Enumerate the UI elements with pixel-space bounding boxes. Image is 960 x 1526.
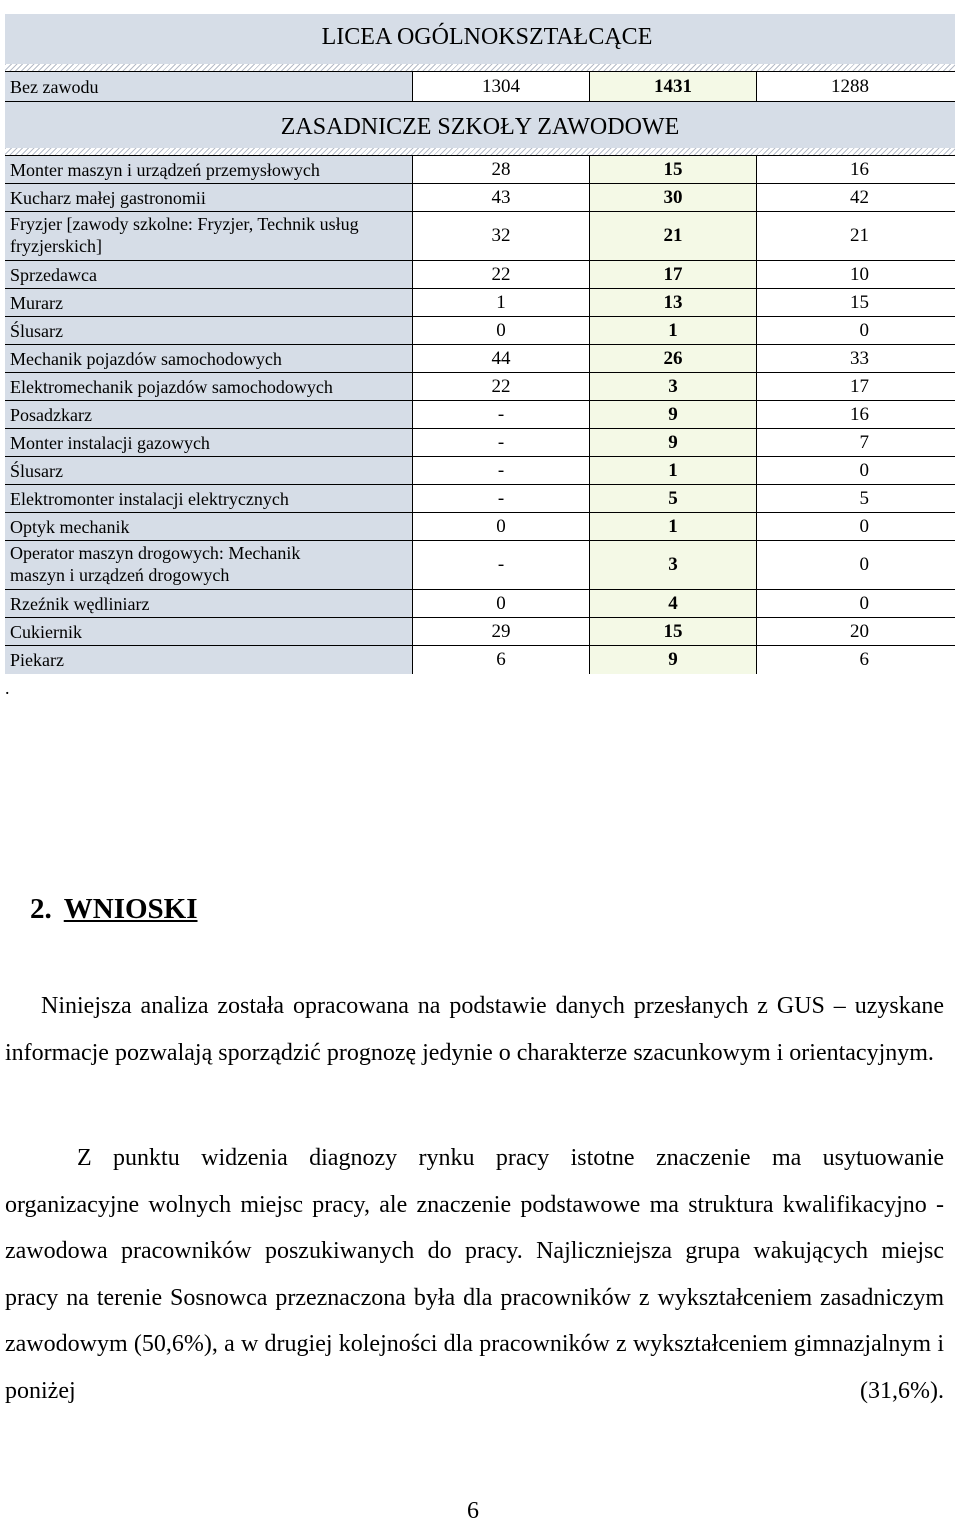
table-row — [5, 72, 955, 102]
table-row — [5, 156, 955, 184]
table-row — [5, 513, 955, 541]
value-col-2: 9 — [589, 646, 756, 674]
occupation-name: Elektromonter instalacji elektrycznych — [5, 485, 412, 512]
section-heading-conclusions — [30, 893, 198, 926]
value-col-3: 16 — [756, 156, 955, 183]
value-col-1: 28 — [412, 156, 589, 183]
conclusion-paragraph: Niniejsza analiza została opracowana na podstawie danych przesłanych z GUS – uzyskane informacje pozwalają sporządzić prognozę jedynie o charakterze szacunkowym i orientacyjnym. — [5, 993, 944, 1066]
occupations-table — [5, 14, 955, 674]
value-col-3: 7 — [756, 429, 955, 456]
occupation-name: Ślusarz — [5, 457, 412, 484]
value-col-1: 0 — [412, 317, 589, 344]
stray-dot: . — [5, 678, 10, 698]
value-col-2: 1 — [589, 457, 756, 484]
occupation-name: Elektromechanik pojazdów samochodowych — [5, 373, 412, 400]
occupation-name: Posadzkarz — [5, 401, 412, 428]
value-col-3: 0 — [756, 513, 955, 540]
table-row — [5, 289, 955, 317]
header-hatch — [5, 64, 955, 71]
value-col-2: 1 — [589, 513, 756, 540]
header-hatch — [5, 148, 955, 155]
value-col-3: 17 — [756, 373, 955, 400]
section-title: WNIOSKI — [63, 893, 198, 925]
value-col-3: 21 — [756, 212, 955, 260]
section-header-vocational — [5, 102, 955, 156]
value-col-1: 44 — [412, 345, 589, 372]
value-col-3: 15 — [756, 289, 955, 316]
value-col-3: 1288 — [756, 72, 955, 101]
value-col-3: 0 — [756, 317, 955, 344]
value-col-2: 26 — [589, 345, 756, 372]
value-col-2: 1431 — [589, 72, 756, 101]
value-col-1: 43 — [412, 184, 589, 211]
value-col-3: 0 — [756, 457, 955, 484]
value-col-2: 9 — [589, 429, 756, 456]
occupation-name: Mechanik pojazdów samochodowych — [5, 345, 412, 372]
table-row — [5, 317, 955, 345]
table-row — [5, 541, 955, 590]
value-col-1: 32 — [412, 212, 589, 260]
occupation-name: Operator maszyn drogowych: Mechanik maszyn i urządzeń drogowych — [5, 541, 412, 589]
occupation-name: Rzeźnik wędliniarz — [5, 590, 412, 617]
table-row — [5, 261, 955, 289]
value-col-1: 0 — [412, 513, 589, 540]
value-col-2: 30 — [589, 184, 756, 211]
occupation-name: Bez zawodu — [5, 72, 412, 101]
table-row — [5, 345, 955, 373]
table-row — [5, 485, 955, 513]
value-col-2: 3 — [589, 373, 756, 400]
value-col-1: - — [412, 429, 589, 456]
occupation-name: Ślusarz — [5, 317, 412, 344]
table-row — [5, 590, 955, 618]
value-col-2: 21 — [589, 212, 756, 260]
value-col-3: 10 — [756, 261, 955, 288]
value-col-2: 9 — [589, 401, 756, 428]
value-col-1: 22 — [412, 261, 589, 288]
value-col-3: 42 — [756, 184, 955, 211]
section-title-vocational: ZASADNICZE SZKOŁY ZAWODOWE — [280, 114, 680, 140]
value-col-3: 33 — [756, 345, 955, 372]
value-col-2: 4 — [589, 590, 756, 617]
value-col-3: 20 — [756, 618, 955, 645]
section-title-general: LICEA OGÓLNOKSZTAŁCĄCE — [321, 24, 653, 50]
table-row — [5, 646, 955, 674]
value-col-1: 29 — [412, 618, 589, 645]
value-col-1: 0 — [412, 590, 589, 617]
occupation-name: Optyk mechanik — [5, 513, 412, 540]
section-number: 2. — [30, 893, 52, 925]
value-col-3: 0 — [756, 541, 955, 589]
value-col-3: 5 — [756, 485, 955, 512]
conclusion-paragraph: Z punktu widzenia diagnozy rynku pracy istotne znaczenie ma usytuowanie organizacyjne wolnych miejsc pracy, ale znaczenie podstawowe ma struktura kwalifikacyjno - zawodowa pracowników poszukiwanych do pracy. Najliczniejsza grupa wakujących miejsc pracy na terenie Sosnowca przeznaczona była dla pracowników z wykształceniem zasadniczym zawodowym (50,6%), a w drugiej kolejności dla pracowników z wykształceniem gimnazjalnym i poniżej (31,6%). — [5, 1145, 944, 1404]
occupation-name: Kucharz małej gastronomii — [5, 184, 412, 211]
value-col-1: 1304 — [412, 72, 589, 101]
occupation-name: Cukiernik — [5, 618, 412, 645]
value-col-1: 22 — [412, 373, 589, 400]
occupation-name: Fryzjer [zawody szkolne: Fryzjer, Technik usług fryzjerskich] — [5, 212, 412, 260]
table-row — [5, 373, 955, 401]
value-col-3: 6 — [756, 646, 955, 674]
section-header-general — [5, 14, 955, 72]
value-col-1: - — [412, 401, 589, 428]
value-col-1: 6 — [412, 646, 589, 674]
value-col-3: 16 — [756, 401, 955, 428]
table-row — [5, 618, 955, 646]
table-row — [5, 429, 955, 457]
value-col-2: 3 — [589, 541, 756, 589]
table-row — [5, 401, 955, 429]
value-col-2: 1 — [589, 317, 756, 344]
value-col-2: 5 — [589, 485, 756, 512]
value-col-2: 17 — [589, 261, 756, 288]
occupation-name: Monter instalacji gazowych — [5, 429, 412, 456]
value-col-2: 15 — [589, 618, 756, 645]
value-col-2: 15 — [589, 156, 756, 183]
occupation-name: Monter maszyn i urządzeń przemysłowych — [5, 156, 412, 183]
occupation-name: Piekarz — [5, 646, 412, 674]
occupation-name: Murarz — [5, 289, 412, 316]
table-row — [5, 184, 955, 212]
value-col-2: 13 — [589, 289, 756, 316]
value-col-1: 1 — [412, 289, 589, 316]
value-col-1: - — [412, 541, 589, 589]
table-row — [5, 457, 955, 485]
value-col-3: 0 — [756, 590, 955, 617]
table-row — [5, 212, 955, 261]
value-col-1: - — [412, 485, 589, 512]
value-col-1: - — [412, 457, 589, 484]
occupation-name: Sprzedawca — [5, 261, 412, 288]
page-number: 6 — [467, 1498, 479, 1524]
